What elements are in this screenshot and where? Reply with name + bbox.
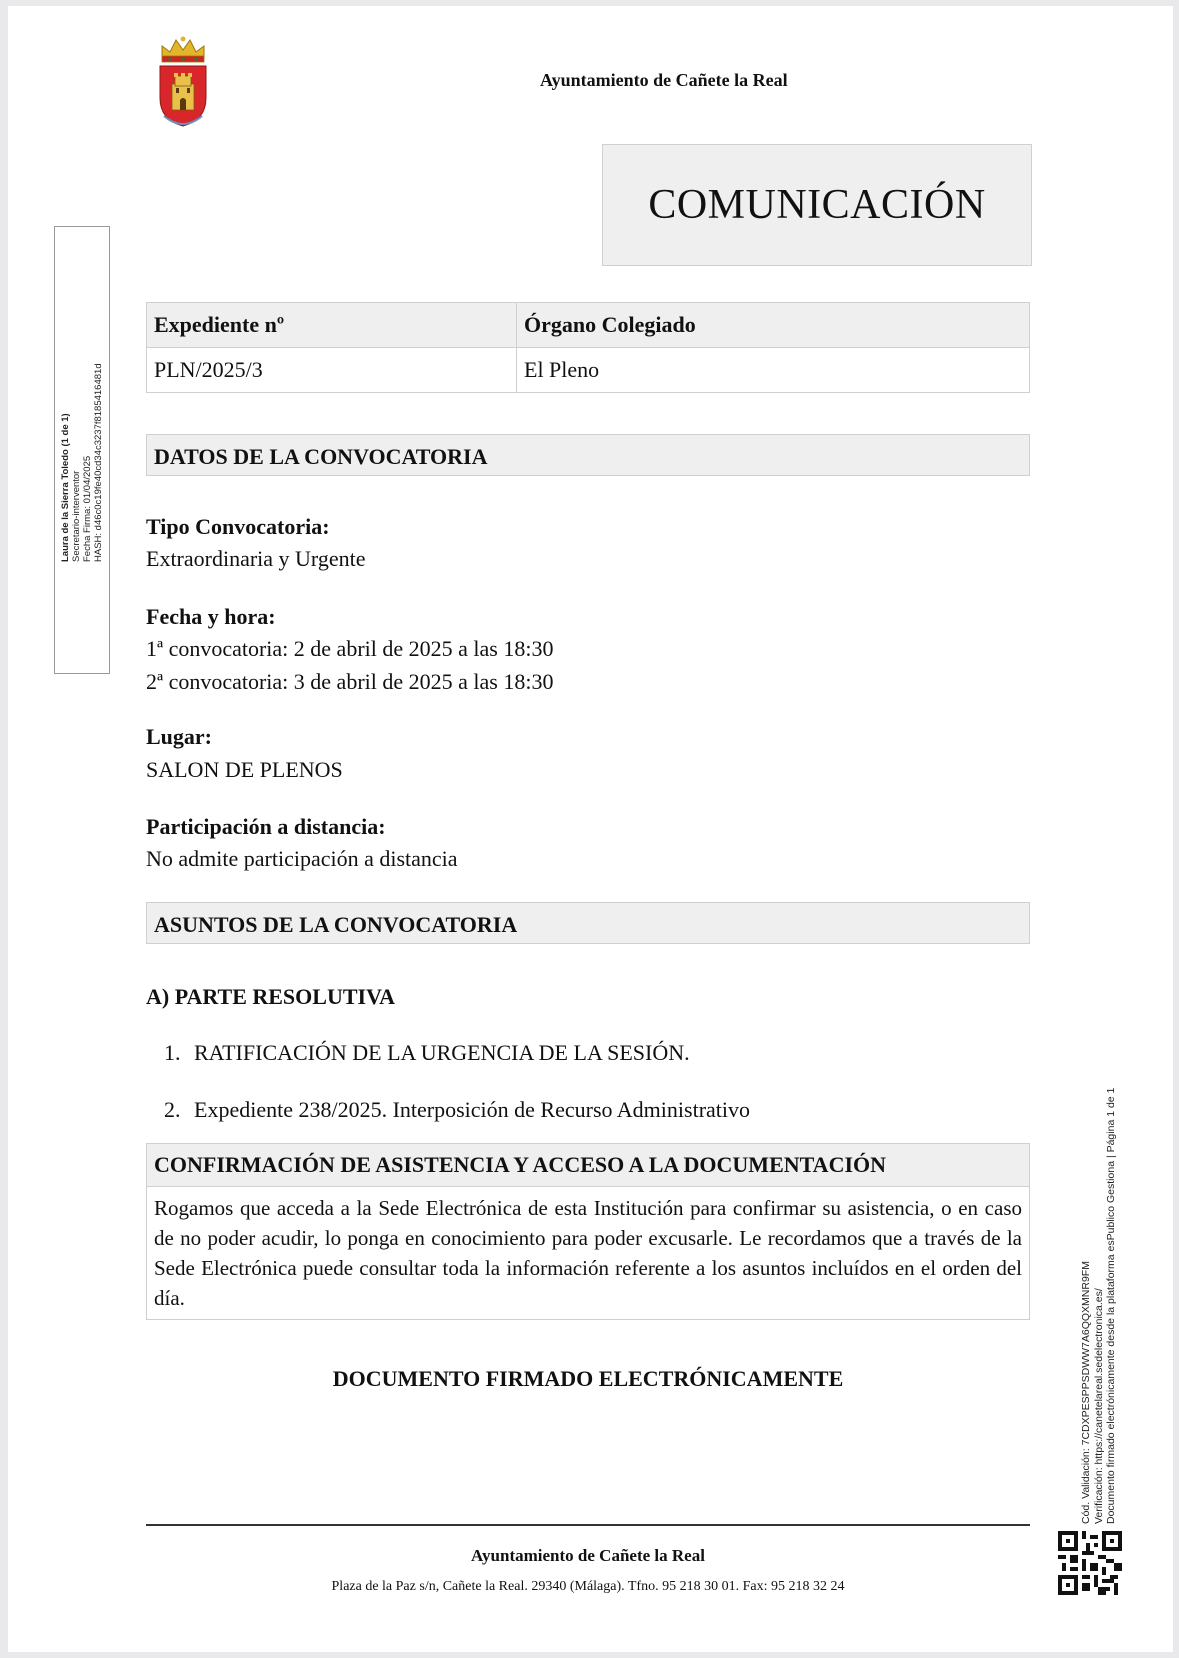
footer-organization: Ayuntamiento de Cañete la Real: [471, 1546, 705, 1565]
verification-url[interactable]: Verificación: https://canetelareal.sedelectronica.es/: [1092, 1288, 1105, 1524]
lugar-label: Lugar:: [146, 724, 212, 749]
expediente-header: Expediente nº: [147, 303, 517, 348]
fecha-line-2: 2ª convocatoria: 3 de abril de 2025 a las 18:30: [146, 669, 554, 694]
tipo-label: Tipo Convocatoria:: [146, 514, 330, 539]
signature-date: Fecha Firma: 01/04/2025: [82, 455, 93, 562]
confirmacion-title: CONFIRMACIÓN DE ASISTENCIA Y ACCESO A LA DOCUMENTACIÓN: [147, 1144, 1029, 1187]
document-page: [8, 6, 1173, 1652]
participacion-value: No admite participación a distancia: [146, 846, 458, 871]
organo-header: Órgano Colegiado: [517, 303, 1030, 348]
signer-name: Laura de la Sierra Toledo (1 de 1): [60, 413, 71, 562]
coat-of-arms-icon: [156, 36, 210, 132]
footer-divider: [146, 1524, 1030, 1526]
agenda-item-text: Expediente 238/2025. Interposición de Recurso Administrativo: [194, 1097, 751, 1122]
lugar-value: SALON DE PLENOS: [146, 757, 343, 782]
signature-text: [60, 363, 104, 562]
agenda-item-number: 2.: [164, 1097, 181, 1122]
validation-strip: [1080, 1088, 1118, 1524]
organo-value: El Pleno: [517, 348, 1030, 393]
expediente-value: PLN/2025/3: [147, 348, 517, 393]
expediente-table: [146, 302, 1030, 393]
participacion-label: Participación a distancia:: [146, 814, 386, 839]
tipo-value: Extraordinaria y Urgente: [146, 546, 366, 571]
signed-notice: DOCUMENTO FIRMADO ELECTRÓNICAMENTE: [332, 1366, 844, 1391]
header-organization: Ayuntamiento de Cañete la Real: [540, 70, 788, 90]
agenda-item: [164, 1097, 750, 1123]
footer-address: Plaza de la Paz s/n, Cañete la Real. 29340 (Málaga). Tfno. 95 218 30 01. Fax: 95 218 32 24: [331, 1579, 845, 1594]
agenda-item-number: 1.: [164, 1040, 181, 1065]
document-title: COMUNICACIÓN: [602, 144, 1032, 266]
platform-notice: Documento firmado electrónicamente desde la plataforma esPublico Gestiona | Página 1 de 1: [1105, 1087, 1117, 1524]
datos-section-title: DATOS DE LA CONVOCATORIA: [146, 434, 1030, 476]
signature-hash: HASH: d46c0c19fe40cd34c3237f8185416481d: [93, 363, 104, 562]
agenda-item: [164, 1040, 690, 1066]
parte-resolutiva-title: A) PARTE RESOLUTIVA: [146, 984, 396, 1009]
asuntos-section-title: ASUNTOS DE LA CONVOCATORIA: [146, 902, 1030, 944]
agenda-item-text: RATIFICACIÓN DE LA URGENCIA DE LA SESIÓN.: [194, 1040, 690, 1065]
signer-role: Secretario-interventor: [71, 470, 82, 562]
confirmacion-box: [146, 1143, 1030, 1320]
validation-code: Cód. Validación: 7CDXPESPPSDWW7A6QQXMNR9FM: [1080, 1261, 1092, 1524]
fecha-label: Fecha y hora:: [146, 604, 276, 629]
confirmacion-body: Rogamos que acceda a la Sede Electrónica de esta Institución para confirmar su asistencia, o en caso de no poder acudir, lo ponga en conocimiento para poder excusarle. Le recordamos que a través de la Sede Electrónica puede consultar toda la información referente a los asuntos incluídos en el orden del día.: [154, 1196, 1022, 1310]
fecha-line-1: 1ª convocatoria: 2 de abril de 2025 a las 18:30: [146, 636, 554, 661]
qr-code-icon[interactable]: [1058, 1531, 1122, 1595]
